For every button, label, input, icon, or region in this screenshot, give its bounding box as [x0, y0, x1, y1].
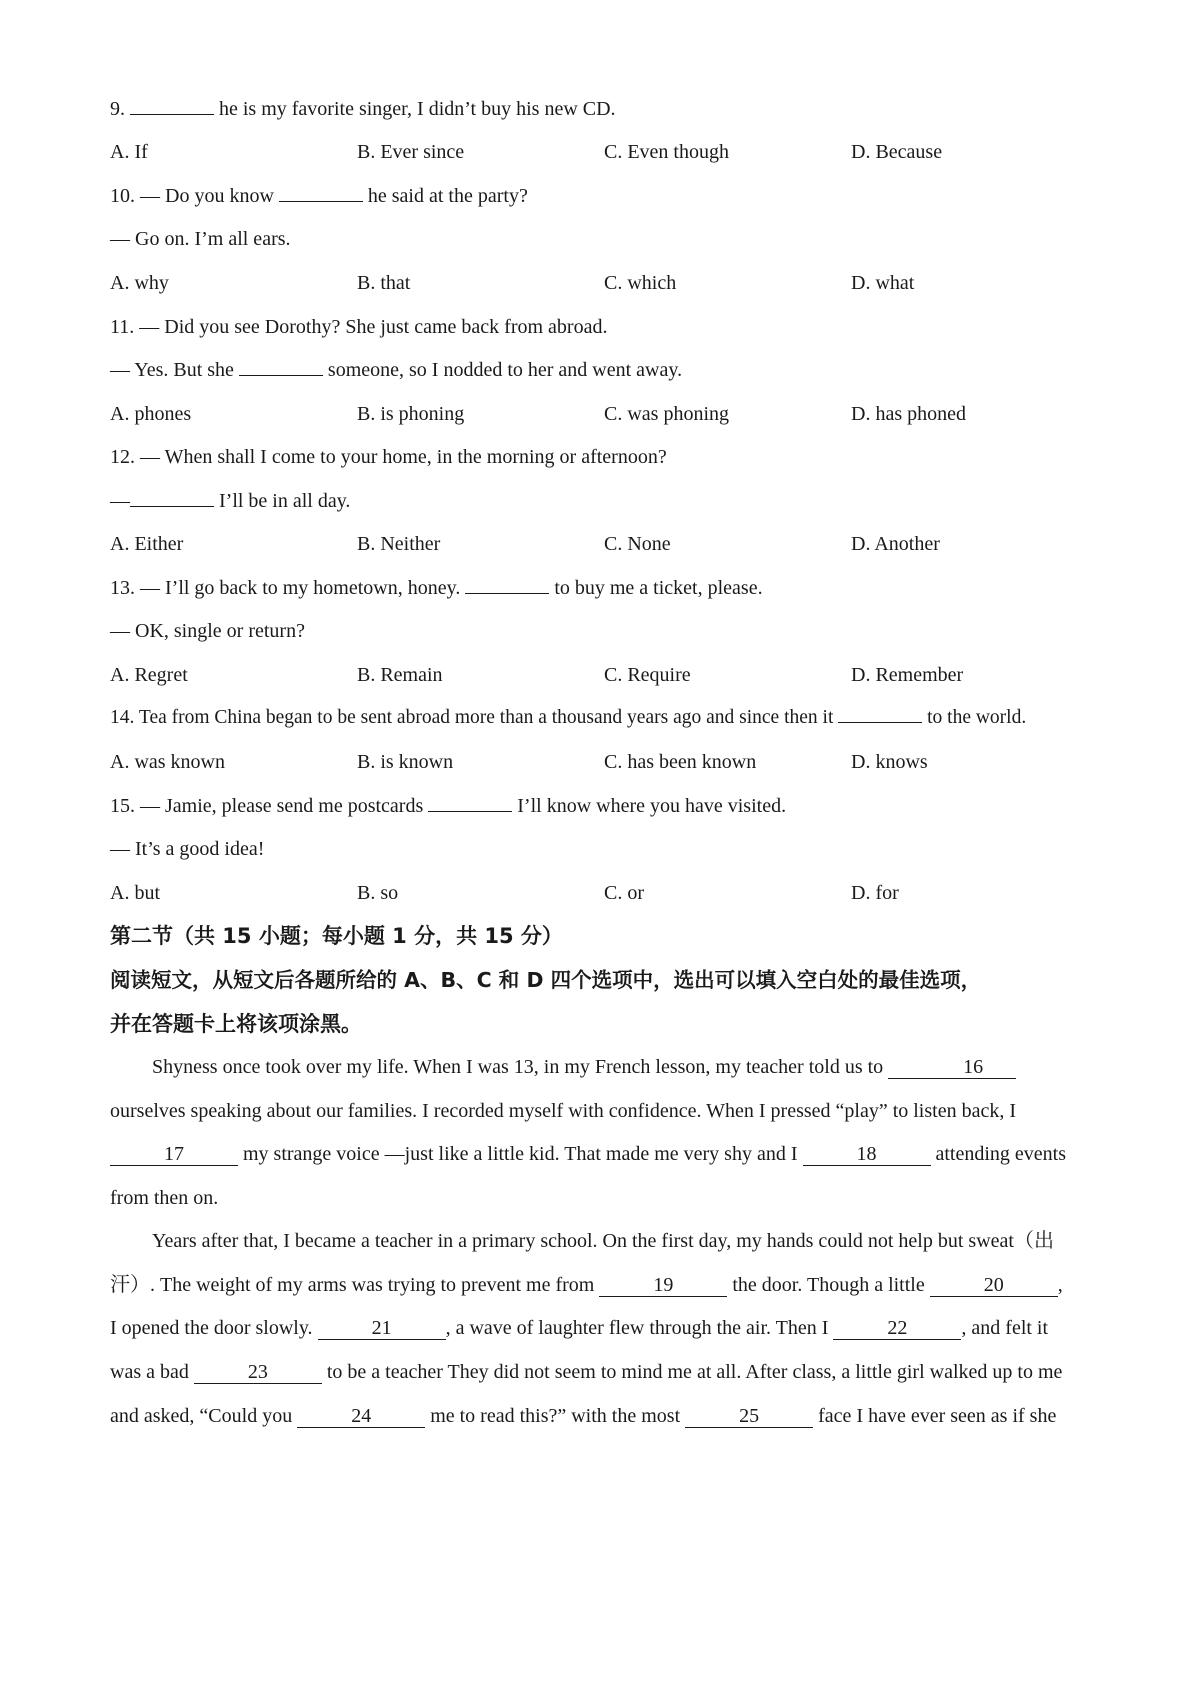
option-a[interactable]: A. why: [110, 272, 169, 294]
reply-text: —: [110, 490, 130, 512]
option-d[interactable]: D. what: [851, 272, 915, 294]
question-text: to the world.: [927, 707, 1027, 728]
dialogue-reply: — OK, single or return?: [110, 620, 305, 642]
option-c[interactable]: C. was phoning: [604, 403, 729, 425]
option-a[interactable]: A. Regret: [110, 664, 188, 686]
question-number: 11.: [110, 316, 135, 338]
option-d[interactable]: D. for: [851, 882, 899, 904]
option-d[interactable]: D. knows: [851, 751, 928, 773]
cloze-blank-24[interactable]: 24: [297, 1405, 425, 1428]
question-number: 15.: [110, 795, 135, 817]
dialogue-reply: [110, 356, 682, 384]
question-text: — When shall I come to your home, in the morning or afternoon?: [140, 446, 667, 468]
dialogue-reply: [110, 487, 350, 515]
question-number: 10.: [110, 185, 135, 207]
question-text: — Do you know: [140, 185, 274, 207]
passage-text: , and felt it: [961, 1317, 1049, 1339]
passage-line: Years after that, I became a teacher in a primary school. On the first day, my hands could not help but sweat（出: [152, 1230, 1054, 1252]
answer-blank[interactable]: [465, 575, 549, 594]
answer-blank[interactable]: [428, 793, 512, 812]
answer-blank[interactable]: [130, 488, 214, 507]
cloze-blank-22[interactable]: 22: [833, 1317, 961, 1340]
cloze-blank-18[interactable]: 18: [803, 1143, 931, 1166]
option-a[interactable]: A. phones: [110, 403, 192, 425]
question-15: [110, 792, 786, 820]
passage-text: , a wave of laughter flew through the air. Then I: [445, 1317, 829, 1339]
option-c[interactable]: C. Even though: [604, 141, 729, 163]
option-c[interactable]: C. which: [604, 272, 677, 294]
passage-line: [110, 1402, 1102, 1430]
passage-text: me to read this?” with the most: [430, 1405, 681, 1427]
passage-text: 汗）. The weight of my arms was trying to prevent me from: [110, 1274, 595, 1296]
dialogue-reply: — Go on. I’m all ears.: [110, 228, 291, 250]
question-9: [110, 95, 616, 123]
passage-text: ,: [1057, 1274, 1063, 1296]
answer-blank[interactable]: [239, 357, 323, 376]
question-text: to buy me a ticket, please.: [554, 577, 763, 599]
option-b[interactable]: B. is phoning: [357, 403, 465, 425]
dialogue-reply: — It’s a good idea!: [110, 838, 265, 860]
option-d[interactable]: D. has phoned: [851, 403, 966, 425]
passage-text: face I have ever seen as if she: [818, 1405, 1057, 1427]
question-14: [110, 704, 1026, 732]
cloze-blank-23[interactable]: 23: [194, 1361, 322, 1384]
option-b[interactable]: B. Ever since: [357, 141, 465, 163]
passage-line: [110, 1358, 1102, 1386]
reply-text: I’ll be in all day.: [219, 490, 351, 512]
option-b[interactable]: B. so: [357, 882, 399, 904]
reply-text: someone, so I nodded to her and went away.: [327, 359, 683, 381]
section-instruction: 并在答题卡上将该项涂黑。: [110, 1012, 362, 1036]
answer-blank[interactable]: [130, 96, 214, 115]
question-text: — I’ll go back to my hometown, honey.: [140, 577, 461, 599]
option-b[interactable]: B. that: [357, 272, 411, 294]
option-a[interactable]: A. but: [110, 882, 160, 904]
question-text: — Jamie, please send me postcards: [140, 795, 424, 817]
section-instruction: 阅读短文，从短文后各题所给的 A、B、C 和 D 四个选项中，选出可以填入空白处的最佳选项，: [110, 968, 982, 992]
option-c[interactable]: C. or: [604, 882, 644, 904]
passage-line: [110, 1271, 1102, 1299]
cloze-blank-17[interactable]: 17: [110, 1143, 238, 1166]
cloze-blank-20[interactable]: 20: [930, 1274, 1058, 1297]
passage-line: [110, 1053, 1102, 1081]
passage-line: [110, 1314, 1102, 1342]
question-text: I’ll know where you have visited.: [517, 795, 787, 817]
option-d[interactable]: D. Remember: [851, 664, 964, 686]
cloze-blank-16[interactable]: 16: [888, 1056, 1016, 1079]
passage-text: I opened the door slowly.: [110, 1317, 313, 1339]
question-number: 9.: [110, 98, 125, 120]
option-c[interactable]: C. has been known: [604, 751, 757, 773]
option-b[interactable]: B. is known: [357, 751, 454, 773]
passage-text: attending events: [935, 1143, 1067, 1165]
passage-line: ourselves speaking about our families. I recorded myself with confidence. When I pressed “play” to listen back, I: [110, 1100, 1016, 1122]
question-text: Tea from China began to be sent abroad more than a thousand years ago and since then it: [138, 707, 834, 728]
answer-blank[interactable]: [279, 183, 363, 202]
option-d[interactable]: D. Because: [851, 141, 943, 163]
option-a[interactable]: A. was known: [110, 751, 225, 773]
passage-line: from then on.: [110, 1187, 219, 1209]
question-number: 13.: [110, 577, 135, 599]
cloze-blank-21[interactable]: 21: [318, 1317, 446, 1340]
passage-line: [110, 1140, 1102, 1168]
option-a[interactable]: A. If: [110, 141, 148, 163]
option-b[interactable]: B. Neither: [357, 533, 441, 555]
passage-text: the door. Though a little: [732, 1274, 925, 1296]
passage-text: was a bad: [110, 1361, 189, 1383]
question-number: 12.: [110, 446, 135, 468]
option-c[interactable]: C. Require: [604, 664, 691, 686]
reply-text: — Yes. But she: [110, 359, 234, 381]
option-c[interactable]: C. None: [604, 533, 671, 555]
option-a[interactable]: A. Either: [110, 533, 184, 555]
question-10: [110, 182, 528, 210]
question-text: he is my favorite singer, I didn’t buy his new CD.: [219, 98, 616, 120]
question-13: [110, 574, 763, 602]
question-number: 14.: [110, 707, 135, 728]
question-11: [110, 313, 607, 341]
answer-blank[interactable]: [838, 704, 922, 723]
option-d[interactable]: D. Another: [851, 533, 940, 555]
section-heading: 第二节（共 15 小题；每小题 1 分，共 15 分）: [110, 924, 563, 948]
cloze-blank-19[interactable]: 19: [599, 1274, 727, 1297]
cloze-blank-25[interactable]: 25: [685, 1405, 813, 1428]
passage-text: Shyness once took over my life. When I was 13, in my French lesson, my teacher told us to: [152, 1056, 884, 1078]
question-text: he said at the party?: [367, 185, 528, 207]
question-12: [110, 443, 667, 471]
passage-text: and asked, “Could you: [110, 1405, 293, 1427]
passage-text: to be a teacher They did not seem to mind me at all. After class, a little girl walked up to me: [326, 1361, 1063, 1383]
option-b[interactable]: B. Remain: [357, 664, 443, 686]
question-text: — Did you see Dorothy? She just came back from abroad.: [139, 316, 608, 338]
passage-text: my strange voice —just like a little kid. That made me very shy and I: [243, 1143, 798, 1165]
